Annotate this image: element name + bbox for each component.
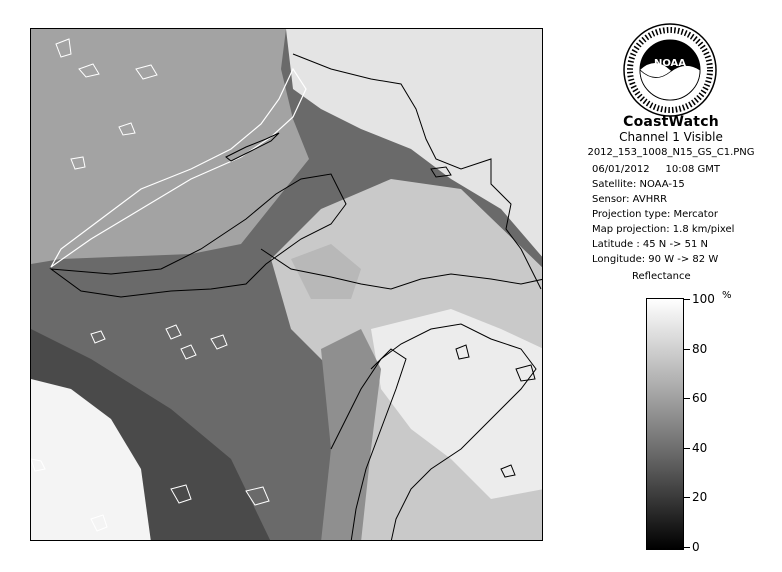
colorbar-tick-label: 0 bbox=[692, 540, 700, 554]
colorbar-tick-label: 80 bbox=[692, 341, 708, 356]
map-projection-label: Map projection: 1.8 km/pixel bbox=[592, 224, 735, 235]
colorbar-tick-label: 100 bbox=[692, 292, 715, 306]
colorbar-tick bbox=[684, 497, 690, 498]
projection-type-label: Projection type: Mercator bbox=[592, 209, 718, 220]
reflectance-colorbar bbox=[646, 298, 684, 550]
legend-unit: % bbox=[722, 290, 732, 301]
date-time-row bbox=[592, 162, 734, 177]
longitude-label: Longitude: 90 W -> 82 W bbox=[592, 254, 719, 265]
product-title: CoastWatch bbox=[623, 114, 719, 130]
sensor-label: Sensor: AVHRR bbox=[592, 194, 668, 205]
satellite-image-panel bbox=[30, 28, 543, 541]
colorbar-tick bbox=[684, 398, 690, 399]
satellite-image bbox=[31, 29, 543, 541]
logo-text: NOAA bbox=[653, 58, 687, 69]
image-time: 10:08 GMT bbox=[665, 164, 721, 175]
latitude-label: Latitude : 45 N -> 51 N bbox=[592, 239, 708, 250]
image-filename: 2012_153_1008_N15_GS_C1.PNG bbox=[587, 147, 755, 158]
image-date: 06/01/2012 bbox=[592, 164, 650, 175]
noaa-logo bbox=[622, 22, 718, 118]
colorbar-tick bbox=[684, 547, 690, 548]
colorbar-tick bbox=[684, 299, 690, 300]
image-details bbox=[592, 162, 734, 267]
channel-subtitle: Channel 1 Visible bbox=[619, 130, 723, 144]
satellite-label: Satellite: NOAA-15 bbox=[592, 179, 685, 190]
colorbar-tick bbox=[684, 349, 690, 350]
colorbar-tick bbox=[684, 448, 690, 449]
colorbar-tick-label: 20 bbox=[692, 490, 708, 505]
colorbar-tick-label: 60 bbox=[692, 391, 708, 406]
legend-title: Reflectance bbox=[632, 271, 691, 282]
colorbar-tick-label: 40 bbox=[692, 440, 708, 455]
